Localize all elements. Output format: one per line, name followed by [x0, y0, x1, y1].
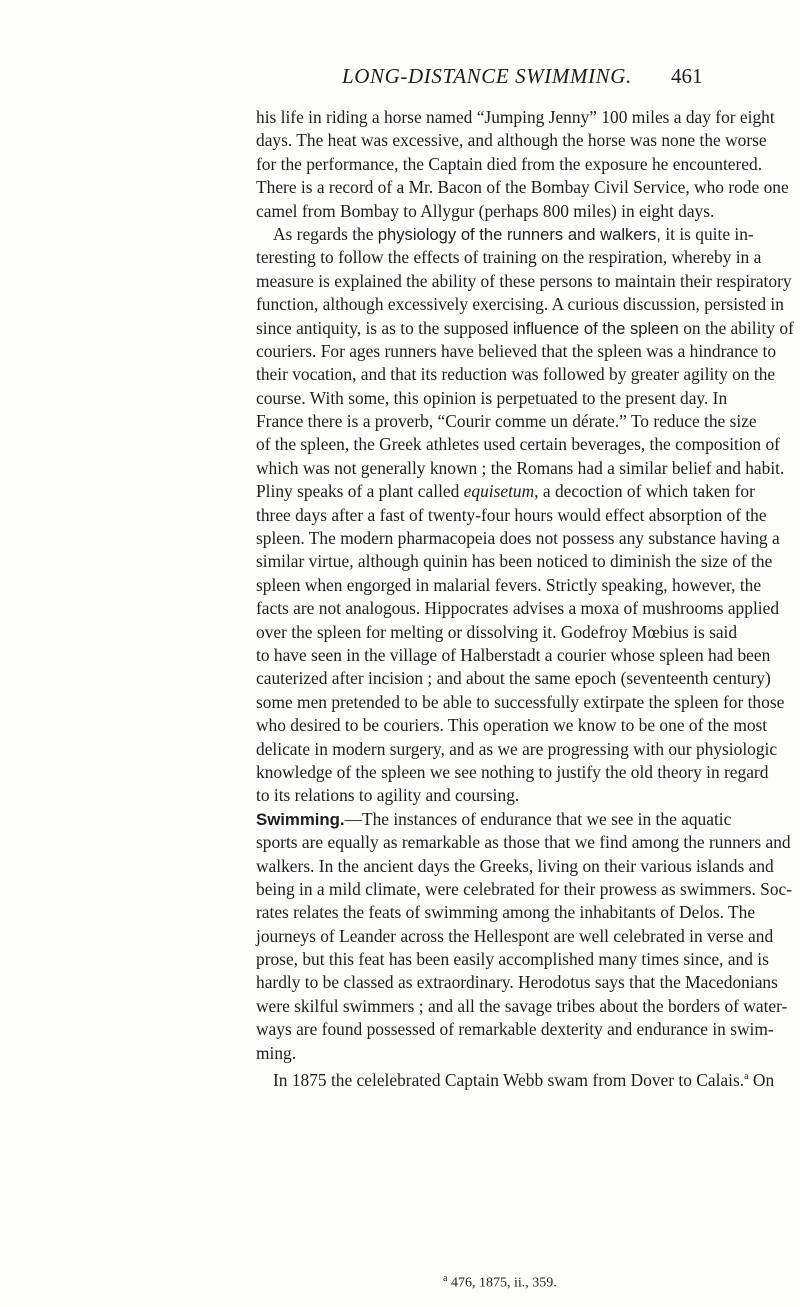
running-title: LONG-DISTANCE SWIMMING. — [342, 64, 632, 88]
text-run: On — [748, 1069, 775, 1090]
footnote-marker: a — [443, 1273, 448, 1284]
text-run: In 1875 the celelebrated Captain Webb swam from Dover to Calais. — [273, 1069, 745, 1090]
text-line: journeys of Leander across the Hellespont are well celebrated in verse and — [256, 925, 774, 946]
text-line: facts are not analogous. Hippocrates advises a moxa of mushrooms applied — [256, 598, 780, 619]
emphasis-physiology: physiology of the runners and walkers, — [377, 224, 661, 244]
text-line: measure is explained the ability of these persons to maintain their respiratory — [256, 270, 792, 291]
text-run: since antiquity, is as to the supposed — [256, 317, 513, 338]
text-line: spleen. The modern pharmacopeia does not possess any substance having a — [256, 528, 780, 549]
text-line: for the performance, the Captain died from the exposure he encountered. — [256, 153, 763, 174]
text-line: who desired to be couriers. This operation we know to be one of the most — [256, 715, 768, 736]
text-line: some men pretended to be able to successfully extirpate the spleen for those — [256, 691, 785, 712]
text-line: couriers. For ages runners have believed that the spleen was a hindrance to — [256, 340, 777, 361]
section-heading-swimming: Swimming. — [256, 809, 345, 829]
text-line: camel from Bombay to Allygur (perhaps 800 miles) in eight days. — [256, 200, 715, 221]
text-line: similar virtue, although quinin has been noticed to diminish the size of the — [256, 551, 773, 572]
text-line: sports are equally as remarkable as those that we find among the runners and — [256, 832, 791, 853]
text-line: which was not generally known ; the Romans had a similar belief and habit. — [256, 457, 785, 478]
text-line: course. With some, this opinion is perpetuated to the present day. In — [256, 387, 728, 408]
text-line — [256, 480, 755, 503]
text-line: his life in riding a horse named “Jumping Jenny” 100 miles a day for eight — [256, 107, 775, 127]
text-line: to have seen in the village of Halberstadt a courier whose spleen had been — [256, 644, 771, 665]
emphasis-spleen: influence of the spleen — [512, 318, 679, 338]
footnote-text: 476, 1875, ii., 359. — [447, 1275, 557, 1291]
text-line: prose, but this feat has been easily accomplished many times since, and is — [256, 949, 769, 970]
text-line: delicate in modern surgery, and as we are progressing with our physiologic — [256, 738, 778, 759]
text-line: function, although excessively exercising. A curious discussion, persisted in — [256, 294, 784, 315]
text-line: spleen when engorged in malarial fevers. Strictly speaking, however, the — [256, 574, 762, 595]
text-line: teresting to follow the effects of training on the respiration, whereby in a — [256, 247, 762, 268]
text-line: rates relates the feats of swimming among the inhabitants of Delos. The — [256, 902, 756, 923]
text-line: three days after a fast of twenty-four hours would effect absorption of the — [256, 504, 767, 525]
paragraph-swimming — [256, 808, 732, 831]
text-line: There is a record of a Mr. Bacon of the Bombay Civil Service, who rode one — [256, 177, 789, 198]
paragraph-webb — [256, 1065, 775, 1090]
footnote — [443, 1273, 557, 1292]
text-line: days. The heat was excessive, and although the horse was none the worse — [256, 130, 767, 151]
text-line: were skilful swimmers ; and all the savage tribes about the borders of water- — [256, 995, 788, 1016]
text-line: ways are found possessed of remarkable dexterity and endurance in swim- — [256, 1019, 774, 1040]
text-line: over the spleen for melting or dissolving it. Godefroy Mœbius is said — [256, 621, 738, 642]
body-text — [256, 106, 794, 1090]
text-run: , a decoction of which taken for — [534, 481, 755, 502]
text-line: their vocation, and that its reduction was followed by greater agility on the — [256, 364, 776, 385]
text-line: being in a mild climate, were celebrated for their prowess as swimmers. Soc- — [256, 878, 793, 899]
text-run: Pliny speaks of a plant called — [256, 481, 464, 502]
footnote-ref: a — [744, 1071, 749, 1083]
text-line: hardly to be classed as extraordinary. Herodotus says that the Macedonians — [256, 972, 778, 993]
text-run: on the ability of — [678, 317, 794, 338]
running-head — [0, 64, 800, 94]
text-line: walkers. In the ancient days the Greeks, living on their various islands and — [256, 855, 774, 876]
text-line: to its relations to agility and coursing. — [256, 785, 520, 806]
text-line: France there is a proverb, “Courir comme un dérate.” To reduce the size — [256, 411, 757, 432]
text-line — [256, 317, 794, 340]
text-line: ming. — [256, 1042, 297, 1063]
italic-equisetum: equisetum — [463, 481, 535, 502]
text-line: cauterized after incision ; and about the same epoch (seventeenth century) — [256, 668, 771, 689]
text-run: —The instances of endurance that we see in the aquatic — [344, 808, 732, 829]
page-number: 461 — [671, 64, 703, 88]
text-run: As regards the — [273, 223, 378, 244]
text-line: knowledge of the spleen we see nothing to justify the old theory in regard — [256, 761, 769, 782]
text-line: of the spleen, the Greek athletes used certain beverages, the composition of — [256, 434, 780, 455]
paragraph-physiology — [256, 223, 754, 246]
text-run: it is quite in- — [660, 223, 754, 244]
